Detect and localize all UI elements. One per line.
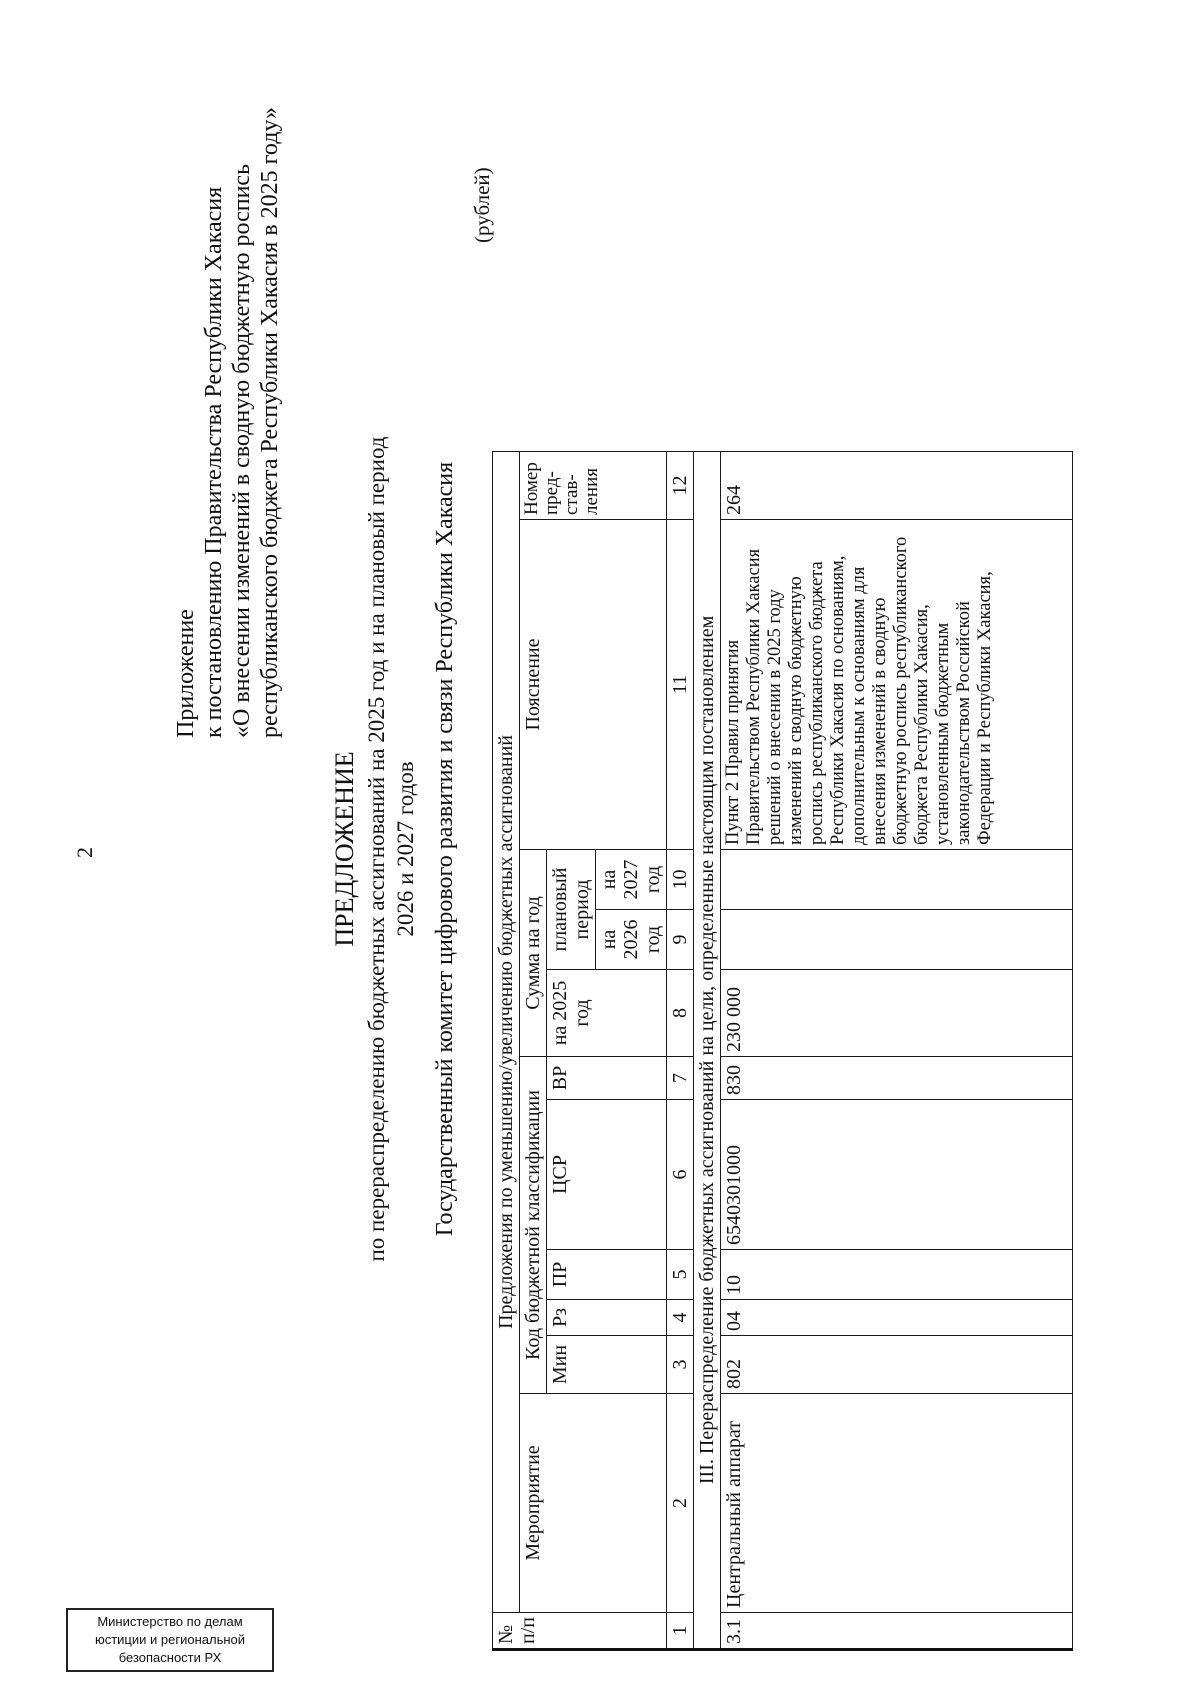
- header-code-group: [520, 1057, 547, 1394]
- row-pr: 10: [721, 1250, 1073, 1300]
- col-number: 9: [667, 910, 694, 970]
- header-rz-label: Рз: [549, 1307, 571, 1328]
- appendix-line: к постановлению Правительства Республики Хакасия: [201, 186, 227, 738]
- stamp-line: Министерство по делам: [97, 1614, 243, 1629]
- col-number: 11: [667, 520, 694, 850]
- header-2025: [547, 970, 667, 1057]
- header-2026-label: на 2026 год: [598, 919, 664, 960]
- col-number: 6: [667, 1100, 694, 1250]
- appendix-line: «О внесении изменений в сводную бюджетную роспись: [229, 163, 255, 738]
- header-2027: [596, 850, 667, 910]
- row-rep-num: 264: [721, 451, 1073, 519]
- reallocation-table: [492, 93, 1073, 1651]
- header-explanation: [520, 520, 667, 850]
- spacer: [721, 93, 1073, 451]
- col-number: 4: [667, 1300, 694, 1336]
- col-number: 1: [667, 1613, 694, 1650]
- units-label: (рублей): [470, 167, 494, 243]
- header-min-label: Мин: [549, 1344, 571, 1385]
- page-number: 2: [72, 847, 97, 858]
- row-csr: 6540301000: [721, 1100, 1073, 1250]
- header-num: [493, 1613, 667, 1650]
- header-2025-label: на 2025 год: [549, 980, 593, 1046]
- header-rep-num: [520, 451, 667, 519]
- col-number: 8: [667, 970, 694, 1057]
- header-rz: [547, 1300, 667, 1336]
- header-code-label: Код бюджетной классификации: [522, 1090, 544, 1360]
- col-number: 7: [667, 1057, 694, 1100]
- header-rep-label: Номер пред-став-ления: [521, 462, 602, 515]
- document-title: ПРЕДЛОЖЕНИЕ: [330, 751, 359, 947]
- row-explanation: Пункт 2 Правил принятия Правительством Республики Хакасия решений о внесении в 2025 году изменений в сводную бюджетную роспись республиканского бюджета Республики Хакасия по основаниям, дополнительным к основаниям для внесения изменений в сводную бюджетную роспись республиканского бюджета Республики Хакасия, установленным бюджетным законодательством Российской Федерации и Республики Хакасия,: [721, 520, 1073, 850]
- col-number: 12: [667, 451, 694, 519]
- header-sum-label: Сумма на год: [522, 896, 544, 1010]
- row-vr: 830: [721, 1057, 1073, 1100]
- header-2027-label: на 2027 год: [598, 859, 664, 900]
- header-pr: [547, 1250, 667, 1300]
- header-csr: [547, 1100, 667, 1250]
- row-2026: [721, 910, 1073, 970]
- document-subtitle: [362, 0, 420, 1698]
- header-group-label: Предложения по уменьшению/увеличению бюджетных ассигнований: [495, 734, 517, 1329]
- header-plan-period: [547, 850, 596, 970]
- col-number: 3: [667, 1336, 694, 1394]
- header-group: [493, 451, 520, 1612]
- col-number: 10: [667, 850, 694, 910]
- header-csr-label: ЦСР: [549, 1155, 571, 1194]
- row-min: 802: [721, 1336, 1073, 1394]
- col-number: 5: [667, 1250, 694, 1300]
- row-num: 3.1: [721, 1613, 1073, 1650]
- subtitle-line: по перераспределению бюджетных ассигнований на 2025 год и на плановый период: [364, 436, 389, 1262]
- row-rz: 04: [721, 1300, 1073, 1336]
- header-event: [520, 1394, 667, 1613]
- header-event-label: Мероприятие: [522, 1445, 544, 1561]
- header-vr-label: ВР: [549, 1065, 571, 1091]
- appendix-block: [172, 107, 284, 738]
- row-2025: 230 000: [721, 970, 1073, 1057]
- header-min: [547, 1336, 667, 1394]
- row-event: Центральный аппарат: [721, 1394, 1073, 1613]
- header-2026: [596, 910, 667, 970]
- spacer: [493, 93, 721, 451]
- header-vr: [547, 1057, 667, 1100]
- committee-name: Государственный комитет цифрового развития и связи Республики Хакасия: [432, 461, 458, 1237]
- header-sum-group: [520, 850, 547, 1057]
- subtitle-line: 2026 и 2027 годов: [393, 761, 418, 937]
- stamp-line: юстиции и региональной: [94, 1632, 246, 1647]
- header-plan-label: плановый период: [549, 867, 593, 952]
- header-pr-label: ПР: [549, 1261, 571, 1288]
- appendix-line: Приложение: [173, 609, 199, 738]
- stamp-line: безопасности РХ: [118, 1650, 222, 1665]
- section-heading: III. Перераспределение бюджетных ассигнований на цели, определенные настоящим постановлением: [694, 451, 721, 1649]
- col-number: 2: [667, 1394, 694, 1613]
- header-explanation-label: Пояснение: [522, 638, 544, 731]
- appendix-line: республиканского бюджета Республики Хакасия в 2025 году»: [257, 106, 283, 738]
- header-num-label: № п/п: [495, 1617, 539, 1644]
- row-2027: [721, 850, 1073, 910]
